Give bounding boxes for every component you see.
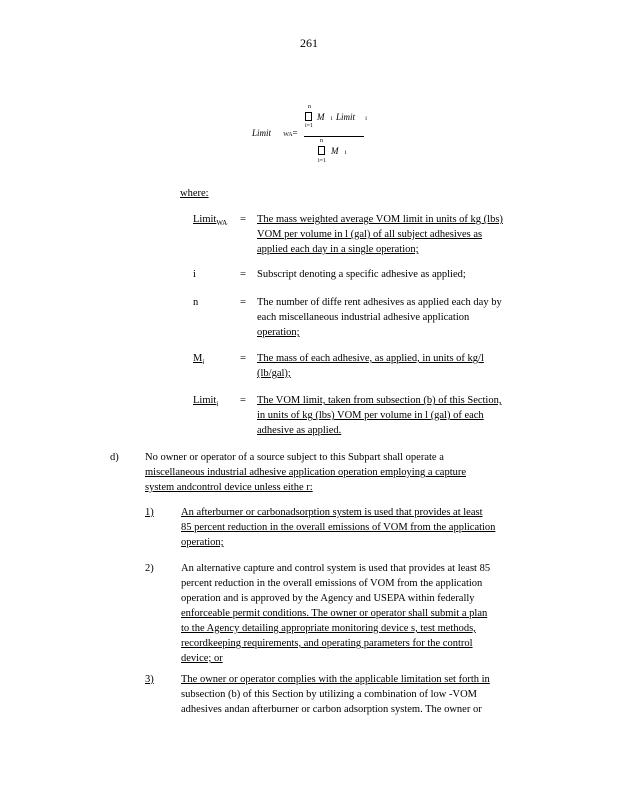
denominator-sum-lower: i=1 [318, 158, 327, 164]
definition-text-limit-i [257, 393, 501, 438]
item-1-label: 1) [145, 507, 154, 518]
numerator-m [317, 112, 332, 122]
definition-text-limit-wa [257, 212, 503, 257]
definition-term-i: i [193, 269, 196, 280]
definition-equals: = [240, 269, 246, 280]
definition-text-n [257, 295, 502, 340]
term-subscript: WA [216, 219, 228, 228]
definition-line: The VOM limit, taken from subsection (b) of this Section, [257, 395, 502, 406]
formula-lhs-text: Limit [252, 128, 272, 138]
definition-line: each miscellaneous industrial adhesive application [257, 312, 470, 323]
paragraph-line: enforceable permit conditions. The owner or operator shall submit a plan [181, 608, 488, 619]
definition-term-limit-i [193, 393, 218, 412]
term-text: Limit [193, 395, 217, 406]
paragraph-line: An alternative capture and control system is used that provides at least 85 [181, 563, 491, 574]
term-text: Limit [193, 214, 217, 225]
definition-term-limit-wa [193, 212, 227, 231]
item-1-text [181, 505, 495, 550]
numerator-limit [336, 112, 367, 122]
numerator-sum-lower: i=1 [305, 123, 314, 129]
where-label: where: [180, 188, 209, 199]
item-3-text [181, 672, 490, 717]
section-d-text [145, 450, 466, 495]
numerator-m-subscript: i [330, 116, 333, 122]
definition-line: The number of diffe rent adhesives as applied each day by [257, 297, 502, 308]
item-2-label: 2) [145, 563, 154, 574]
definition-equals: = [240, 395, 246, 406]
definition-equals: = [240, 214, 246, 225]
section-d-label: d) [110, 452, 119, 463]
definition-equals: = [240, 353, 246, 364]
numerator-sum-upper: n [308, 104, 311, 110]
numerator-limit-text: Limit [336, 112, 356, 122]
paragraph-line: miscellaneous industrial adhesive application operation employing a capture [145, 467, 467, 478]
definition-term-n: n [193, 297, 199, 308]
denominator-m [331, 146, 346, 156]
term-text: M [193, 353, 203, 364]
term-subscript: i [216, 400, 219, 409]
numerator-limit-subscript: i [365, 116, 367, 122]
definition-text-i [257, 267, 466, 282]
denominator-sum-upper: n [320, 138, 323, 144]
denominator-m-subscript: i [344, 150, 347, 156]
page-number: 261 [300, 36, 318, 50]
formula-lhs [252, 128, 293, 138]
paragraph-line: to the Agency detailing appropriate monitoring device s, test methods, [181, 623, 476, 634]
formula-lhs-subscript: WA [283, 132, 293, 138]
paragraph-line: device; or [181, 653, 223, 664]
paragraph-line: 85 percent reduction in the overall emissions of VOM from the application [181, 522, 496, 533]
paragraph-line: system andcontrol device unless eithe r: [145, 482, 313, 493]
definition-line: Subscript denoting a specific adhesive as applied; [257, 269, 466, 280]
paragraph-line: recordkeeping requirements, and operating parameters for the control [181, 638, 473, 649]
definition-line: applied each day in a single operation; [257, 244, 419, 255]
definition-term-m-i [193, 351, 204, 370]
definition-line: (lb/gal); [257, 368, 291, 379]
item-3-label: 3) [145, 674, 154, 685]
definition-line: operation; [257, 327, 300, 338]
paragraph-line: operation and is approved by the Agency and USEPA within federally [181, 593, 475, 604]
paragraph-line: percent reduction in the overall emissions of VOM from the application [181, 578, 483, 589]
term-subscript: i [202, 358, 205, 367]
definition-line: VOM per volume in l (gal) of all subject adhesives as [257, 229, 483, 240]
paragraph-line: adhesives andan afterburner or carbon adsorption system. The owner or [181, 704, 482, 715]
denominator-m-text: M [331, 146, 339, 156]
definition-line: adhesive as applied. [257, 425, 342, 436]
summation-icon [305, 112, 312, 121]
item-2-text [181, 561, 490, 666]
paragraph-line: operation; [181, 537, 224, 548]
definition-line: The mass weighted average VOM limit in units of kg (lbs) [257, 214, 503, 225]
paragraph-line: An afterburner or carbonadsorption system is used that provides at least [181, 507, 483, 518]
definition-text-m-i [257, 351, 484, 381]
formula-equals: = [292, 128, 299, 138]
definition-line: The mass of each adhesive, as applied, in units of kg/l [257, 353, 484, 364]
paragraph-line: No owner or operator of a source subject to this Subpart shall operate a [145, 452, 444, 463]
numerator-m-text: M [317, 112, 325, 122]
definition-equals: = [240, 297, 246, 308]
summation-icon [318, 146, 325, 155]
paragraph-line: subsection (b) of this Section by utilizing a combination of low -VOM [181, 689, 477, 700]
paragraph-line: The owner or operator complies with the applicable limitation set forth in [181, 674, 490, 685]
fraction-bar [304, 136, 364, 137]
definition-line: in units of kg (lbs) VOM per volume in l (gal) of each [257, 410, 484, 421]
